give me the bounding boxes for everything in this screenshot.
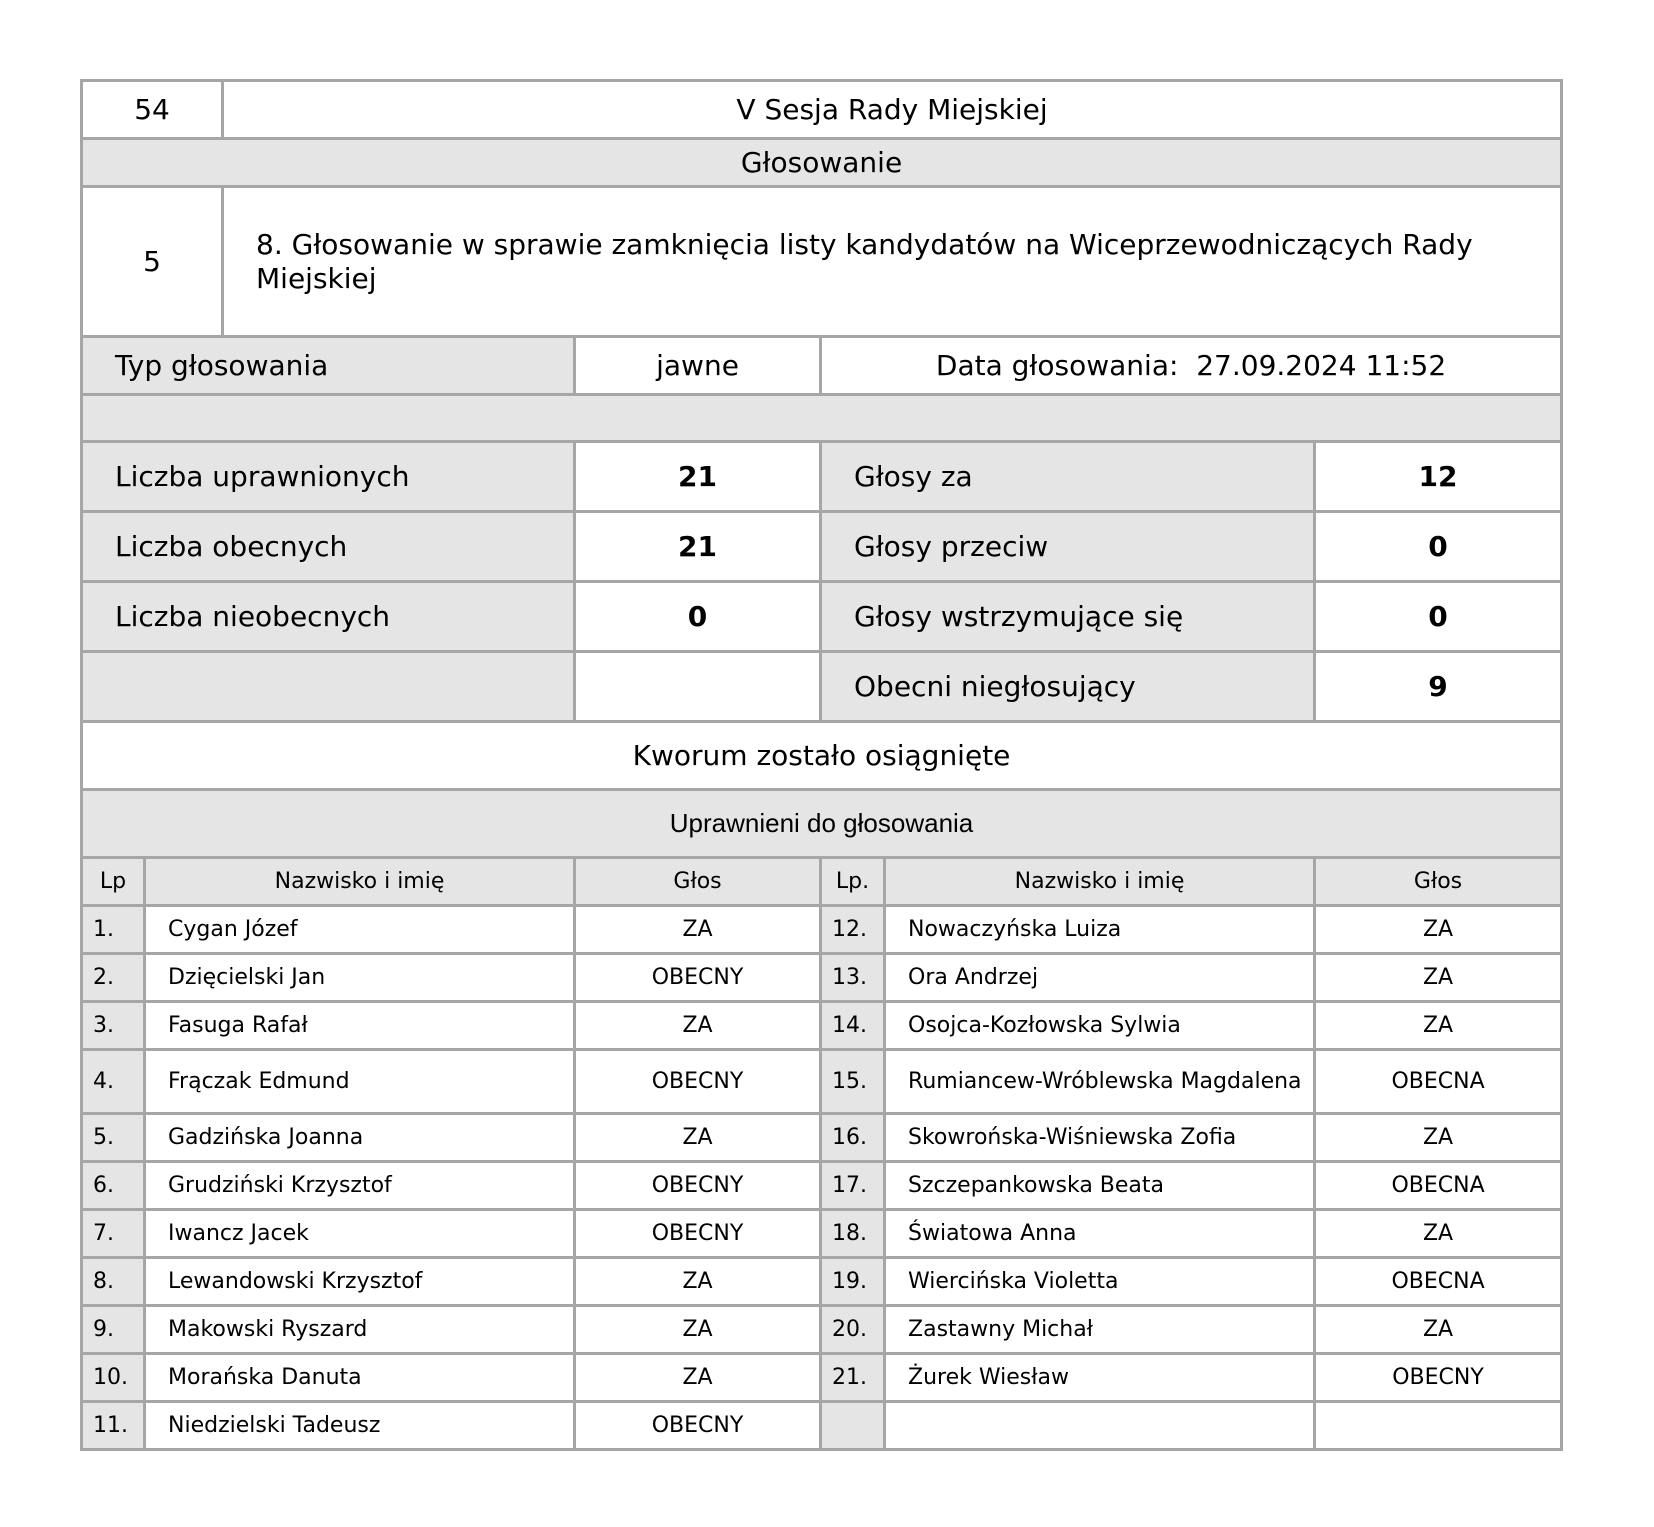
table-row <box>82 1162 1562 1210</box>
separator-row <box>82 395 1562 442</box>
voter-vote: ZA <box>575 1258 821 1306</box>
stat-row <box>82 582 1562 652</box>
quorum-status: Kworum zostało osiągnięte <box>82 722 1562 790</box>
voter-vote: ZA <box>575 906 821 954</box>
table-row <box>82 906 1562 954</box>
voter-vote: OBECNY <box>575 1402 821 1450</box>
column-header-name: Nazwisko i imię <box>145 858 575 906</box>
vote-date-label: Data głosowania: <box>935 349 1179 382</box>
voter-name: Grudziński Krzysztof <box>145 1162 575 1210</box>
voter-lp: 5. <box>82 1114 145 1162</box>
voter-lp: 4. <box>82 1050 145 1114</box>
voter-lp: 12. <box>821 906 885 954</box>
voter-name: Frączak Edmund <box>145 1050 575 1114</box>
voter-lp: 7. <box>82 1210 145 1258</box>
voter-vote: OBECNA <box>1315 1258 1562 1306</box>
voter-lp: 1. <box>82 906 145 954</box>
voter-lp: 6. <box>82 1162 145 1210</box>
voter-vote: OBECNA <box>1315 1162 1562 1210</box>
voter-vote: OBECNY <box>575 1050 821 1114</box>
voter-vote: OBECNY <box>575 1162 821 1210</box>
stat-label: Głosy przeciw <box>821 512 1315 582</box>
voter-name: Osojca-Kozłowska Sylwia <box>885 1002 1315 1050</box>
voter-lp: 8. <box>82 1258 145 1306</box>
stat-value: 0 <box>575 582 821 652</box>
table-row <box>82 1210 1562 1258</box>
voter-vote: ZA <box>1315 1210 1562 1258</box>
voter-lp: 16. <box>821 1114 885 1162</box>
motion-number: 5 <box>82 187 223 337</box>
stat-value: 0 <box>1315 512 1562 582</box>
voter-vote: OBECNY <box>1315 1354 1562 1402</box>
table-row <box>82 954 1562 1002</box>
stat-label: Liczba nieobecnych <box>82 582 575 652</box>
stat-label: Liczba obecnych <box>82 512 575 582</box>
voter-lp: 20. <box>821 1306 885 1354</box>
voting-record-table <box>80 79 1563 1451</box>
vote-date-value: 27.09.2024 11:52 <box>1196 349 1447 382</box>
motion-title: 8. Głosowanie w sprawie zamknięcia listy kandydatów na Wiceprzewodniczących Rady Miejskiej <box>223 187 1562 337</box>
table-row <box>82 1114 1562 1162</box>
voter-vote <box>1315 1402 1562 1450</box>
voter-lp: 21. <box>821 1354 885 1402</box>
voter-name: Niedzielski Tadeusz <box>145 1402 575 1450</box>
voter-lp: 14. <box>821 1002 885 1050</box>
stat-value: 9 <box>1315 652 1562 722</box>
voter-lp: 18. <box>821 1210 885 1258</box>
voter-vote: OBECNY <box>575 1210 821 1258</box>
column-header-lp: Lp <box>82 858 145 906</box>
stat-row <box>82 442 1562 512</box>
eligible-heading: Uprawnieni do głosowania <box>82 790 1562 858</box>
vote-type-label: Typ głosowania <box>82 337 575 395</box>
voter-name: Wiercińska Violetta <box>885 1258 1315 1306</box>
voter-name: Rumiancew-Wróblewska Magdalena <box>885 1050 1315 1114</box>
voter-vote: ZA <box>575 1306 821 1354</box>
session-number: 54 <box>82 81 223 139</box>
voter-name: Nowaczyńska Luiza <box>885 906 1315 954</box>
vote-type-value: jawne <box>575 337 821 395</box>
stat-row <box>82 512 1562 582</box>
stat-label: Głosy za <box>821 442 1315 512</box>
voter-name: Żurek Wiesław <box>885 1354 1315 1402</box>
voter-name: Lewandowski Krzysztof <box>145 1258 575 1306</box>
stat-value: 0 <box>1315 582 1562 652</box>
session-title: V Sesja Rady Miejskiej <box>223 81 1562 139</box>
table-row <box>82 1354 1562 1402</box>
voter-vote: ZA <box>1315 1306 1562 1354</box>
stat-value: 21 <box>575 442 821 512</box>
column-header-name: Nazwisko i imię <box>885 858 1315 906</box>
voter-lp: 15. <box>821 1050 885 1114</box>
voter-lp: 17. <box>821 1162 885 1210</box>
voter-vote: ZA <box>1315 1114 1562 1162</box>
stat-label <box>82 652 575 722</box>
stat-label: Głosy wstrzymujące się <box>821 582 1315 652</box>
voter-vote: ZA <box>575 1354 821 1402</box>
stat-value: 12 <box>1315 442 1562 512</box>
voter-lp <box>821 1402 885 1450</box>
voter-name <box>885 1402 1315 1450</box>
voter-name: Dzięcielski Jan <box>145 954 575 1002</box>
voter-name: Makowski Ryszard <box>145 1306 575 1354</box>
voter-vote: OBECNA <box>1315 1050 1562 1114</box>
voter-name: Morańska Danuta <box>145 1354 575 1402</box>
table-row <box>82 1050 1562 1114</box>
voter-lp: 3. <box>82 1002 145 1050</box>
stat-row <box>82 652 1562 722</box>
column-header-vote: Głos <box>1315 858 1562 906</box>
column-header-vote: Głos <box>575 858 821 906</box>
voter-name: Cygan Józef <box>145 906 575 954</box>
column-header-lp: Lp. <box>821 858 885 906</box>
table-row <box>82 1258 1562 1306</box>
table-row <box>82 1402 1562 1450</box>
voter-name: Skowrońska-Wiśniewska Zofia <box>885 1114 1315 1162</box>
voter-lp: 19. <box>821 1258 885 1306</box>
voter-vote: ZA <box>1315 906 1562 954</box>
voter-name: Światowa Anna <box>885 1210 1315 1258</box>
voter-vote: ZA <box>575 1114 821 1162</box>
voter-lp: 9. <box>82 1306 145 1354</box>
voter-lp: 2. <box>82 954 145 1002</box>
section-heading: Głosowanie <box>82 139 1562 187</box>
voter-lp: 11. <box>82 1402 145 1450</box>
vote-date <box>821 337 1562 395</box>
voter-vote: ZA <box>1315 1002 1562 1050</box>
stat-value: 21 <box>575 512 821 582</box>
voter-vote: ZA <box>575 1002 821 1050</box>
voter-name: Fasuga Rafał <box>145 1002 575 1050</box>
table-row <box>82 1306 1562 1354</box>
stat-label: Obecni niegłosujący <box>821 652 1315 722</box>
stat-label: Liczba uprawnionych <box>82 442 575 512</box>
voter-lp: 10. <box>82 1354 145 1402</box>
table-row <box>82 1002 1562 1050</box>
voter-lp: 13. <box>821 954 885 1002</box>
voter-vote: OBECNY <box>575 954 821 1002</box>
voter-vote: ZA <box>1315 954 1562 1002</box>
voter-name: Gadzińska Joanna <box>145 1114 575 1162</box>
stat-value <box>575 652 821 722</box>
voter-name: Ora Andrzej <box>885 954 1315 1002</box>
voter-name: Zastawny Michał <box>885 1306 1315 1354</box>
voter-name: Szczepankowska Beata <box>885 1162 1315 1210</box>
voter-name: Iwancz Jacek <box>145 1210 575 1258</box>
